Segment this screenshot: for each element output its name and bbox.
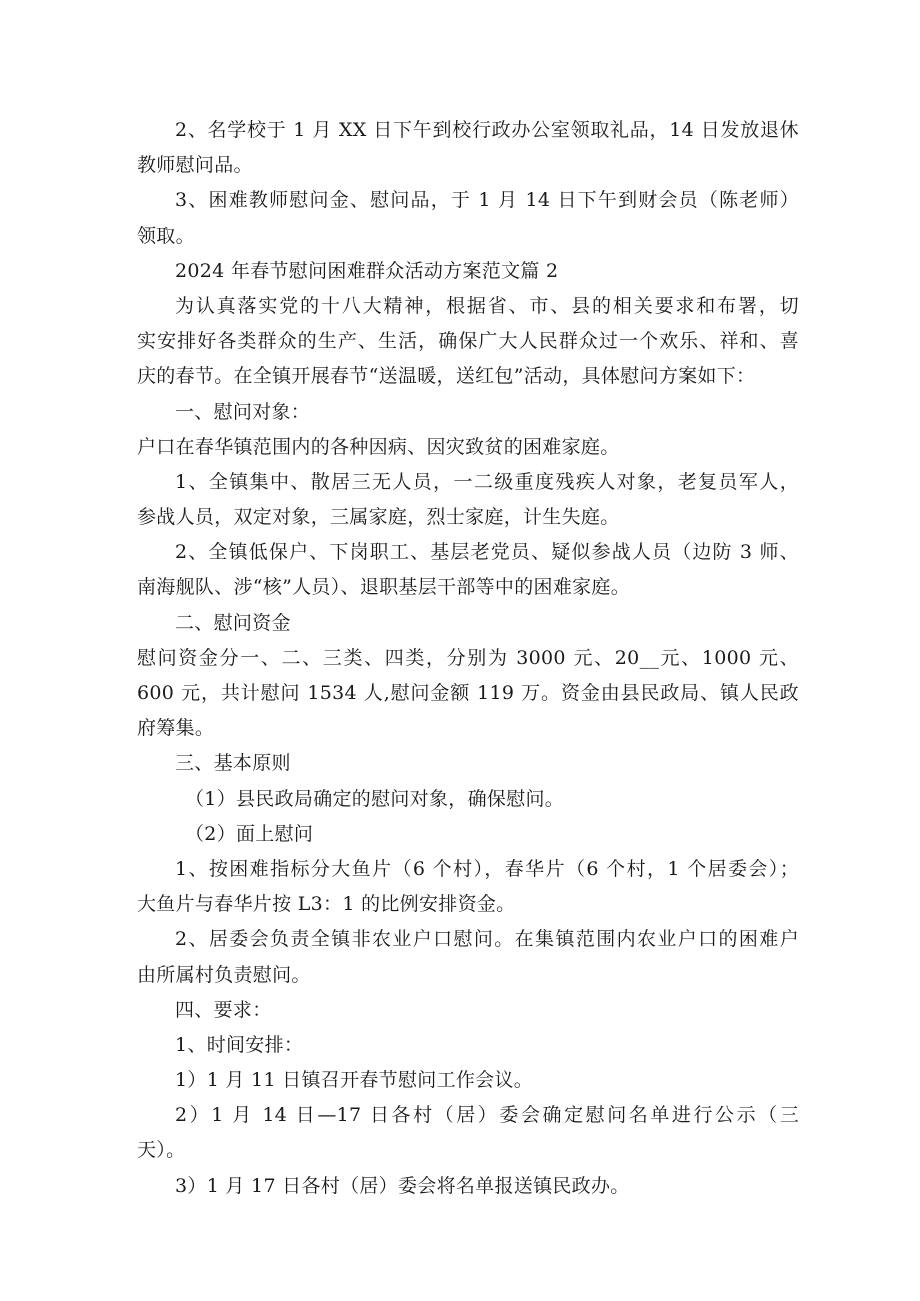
paragraph-p9 bbox=[137, 606, 799, 641]
text-line: 3、困难教师慰问金、慰问品，于 1 月 14 日下午到财会员（陈老师） bbox=[175, 189, 799, 212]
paragraph-p1 bbox=[137, 113, 799, 183]
paragraph-p5 bbox=[137, 395, 799, 430]
text-line: 户口在春华镇范围内的各种因病、因灾致贫的困难家庭。 bbox=[137, 435, 620, 458]
text-line: 一、慰问对象： bbox=[175, 400, 311, 423]
paragraph-p20 bbox=[137, 1169, 799, 1204]
text-line: 府筹集。 bbox=[137, 717, 215, 740]
text-line: 教师慰问品。 bbox=[137, 154, 253, 177]
text-line: 慰问资金分一、二、三类、四类，分别为 3000 元、20__元、1000 元、 bbox=[137, 646, 799, 669]
text-line: 2）1 月 14 日—17 日各村（居）委会确定慰问名单进行公示（三 bbox=[175, 1104, 799, 1127]
text-line: 为认真落实党的十八大精神，根据省、市、县的相关要求和布署，切 bbox=[175, 294, 799, 317]
paragraph-p15 bbox=[137, 922, 799, 992]
paragraph-p13 bbox=[137, 817, 799, 852]
text-line: 1）1 月 11 日镇召开春节慰问工作会议。 bbox=[175, 1069, 534, 1092]
text-line: 实安排好各类群众的生产、生活，确保广大人民群众过一个欢乐、祥和、喜 bbox=[137, 330, 799, 353]
text-line: 1、全镇集中、散居三无人员，一二级重度残疾人对象，老复员军人， bbox=[175, 470, 799, 493]
text-line: 2、全镇低保户、下岗职工、基层老党员、疑似参战人员（边防 3 师、 bbox=[175, 541, 799, 564]
text-line: 天）。 bbox=[137, 1139, 186, 1162]
text-line: 600 元，共计慰问 1534 人,慰问金额 119 万。资金由县民政局、镇人民政 bbox=[137, 682, 799, 704]
paragraph-p3 bbox=[137, 254, 799, 289]
text-line: 由所属村负责慰问。 bbox=[137, 963, 311, 986]
text-line: 1、按困难指标分大鱼片（6 个村），春华片（6 个村，1 个居委会）； bbox=[175, 857, 799, 880]
paragraph-p14 bbox=[137, 852, 799, 922]
text-line: 3）1 月 17 日各村（居）委会将名单报送镇民政办。 bbox=[175, 1174, 630, 1197]
paragraph-p8 bbox=[137, 535, 799, 605]
text-line: 2、居委会负责全镇非农业户口慰问。在集镇范围内农业户口的困难户 bbox=[175, 928, 799, 951]
paragraph-p18 bbox=[137, 1063, 799, 1098]
paragraph-p17 bbox=[137, 1028, 799, 1063]
text-line: 三、基本原则 bbox=[175, 752, 291, 775]
paragraph-p2 bbox=[137, 183, 799, 253]
paragraph-p11 bbox=[137, 746, 799, 781]
text-line: 2024 年春节慰问困难群众活动方案范文篇 2 bbox=[175, 259, 559, 282]
paragraph-p4 bbox=[137, 289, 799, 395]
text-line: 大鱼片与春华片按 L3：1 的比例安排资金。 bbox=[137, 893, 516, 916]
text-line: 四、要求： bbox=[175, 998, 272, 1021]
paragraph-p16 bbox=[137, 993, 799, 1028]
text-line: 2、名学校于 1 月 XX 日下午到校行政办公室领取礼品，14 日发放退休 bbox=[175, 119, 799, 141]
paragraph-p12 bbox=[137, 782, 799, 817]
paragraph-p6 bbox=[137, 430, 799, 465]
paragraph-p7 bbox=[137, 465, 799, 535]
text-line: 南海舰队、涉“核”人员）、退职基层干部等中的困难家庭。 bbox=[137, 576, 631, 599]
text-line: （2）面上慰问 bbox=[185, 822, 314, 845]
text-line: 领取。 bbox=[137, 224, 195, 247]
text-line: 二、慰问资金 bbox=[175, 611, 291, 634]
text-line: 1、时间安排： bbox=[175, 1033, 304, 1056]
text-line: 庆的春节。在全镇开展春节“送温暖，送红包”活动，具体慰问方案如下： bbox=[137, 365, 756, 388]
text-line: （1）县民政局确定的慰问对象，确保慰问。 bbox=[185, 787, 565, 810]
paragraph-p19 bbox=[137, 1098, 799, 1168]
text-line: 参战人员，双定对象，三属家庭，烈士家庭，计生失庭。 bbox=[137, 506, 620, 529]
paragraph-p10 bbox=[137, 641, 799, 747]
document-body bbox=[137, 113, 799, 1204]
